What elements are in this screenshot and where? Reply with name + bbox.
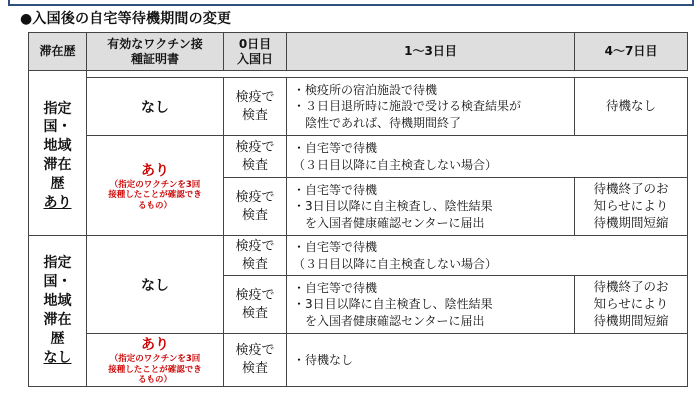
day0-cell: 検疫で 検査 [224,78,287,136]
days-1-7-merged-cell: ・自宅等で待機 （３日目以降に自主検査しない場合） [287,236,688,276]
table-row [29,136,688,178]
vaccine-yes: あり （指定のワクチンを3回 接種したことが確認でき るもの） [87,334,224,387]
days-4-7-cell: 待機終了のお 知らせにより 待機期間短縮 [575,178,688,236]
stay-condition-none: 指定 国・ 地域 滞在 歴 なし [29,236,87,387]
days-4-7-cell: 待機終了のお 知らせにより 待機期間短縮 [575,276,688,334]
spacer-row [29,71,688,78]
page-title: ●入国後の自宅等待機期間の変更 [20,11,232,27]
stay-condition-designated: 指定 国・ 地域 滞在 歴 あり [29,78,87,236]
table-header-row [29,33,688,71]
stay-cell-top-spacer [29,71,87,78]
table-row [29,236,688,276]
day0-cell: 検疫で 検査 [224,334,287,387]
days-1-3-cell: ・自宅等で待機 ・3日目以降に自主検査し、陰性結果 を入国者健康確認センターに届出 [287,276,575,334]
quarantine-period-table [28,32,688,387]
header-vaccine-certificate: 有効なワクチン接 種証明書 [87,33,224,71]
header-days-1-3: 1～3日目 [287,33,575,71]
vaccine-none: なし [87,78,224,136]
day0-cell: 検疫で 検査 [224,276,287,334]
days-1-3-cell: ・自宅等で待機 ・3日目以降に自主検査し、陰性結果 を入国者健康確認センターに届出 [287,178,575,236]
vaccine-none: なし [87,236,224,334]
table-row [29,78,688,136]
header-days-4-7: 4～7日目 [575,33,688,71]
vaccine-yes: あり （指定のワクチンを3回 接種したことが確認でき るもの） [87,136,224,236]
days-1-7-merged-cell: ・自宅等で待機 （３日目以降に自主検査しない場合） [287,136,688,178]
days-4-7-cell: 待機なし [575,78,688,136]
day0-cell: 検疫で 検査 [224,136,287,178]
days-1-7-merged-cell: ・待機なし [287,334,688,387]
header-day0: 0日目 入国日 [224,33,287,71]
day0-cell: 検疫で 検査 [224,178,287,236]
header-stay-history: 滞在歴 [29,33,87,71]
day0-cell: 検疫で 検査 [224,236,287,276]
days-1-3-cell: ・検疫所の宿泊施設で待機 ・３日目退所時に施設で受ける検査結果が 陰性であれば、待機期間終了 [287,78,575,136]
header-frame-line [8,0,694,6]
table-row [29,334,688,387]
